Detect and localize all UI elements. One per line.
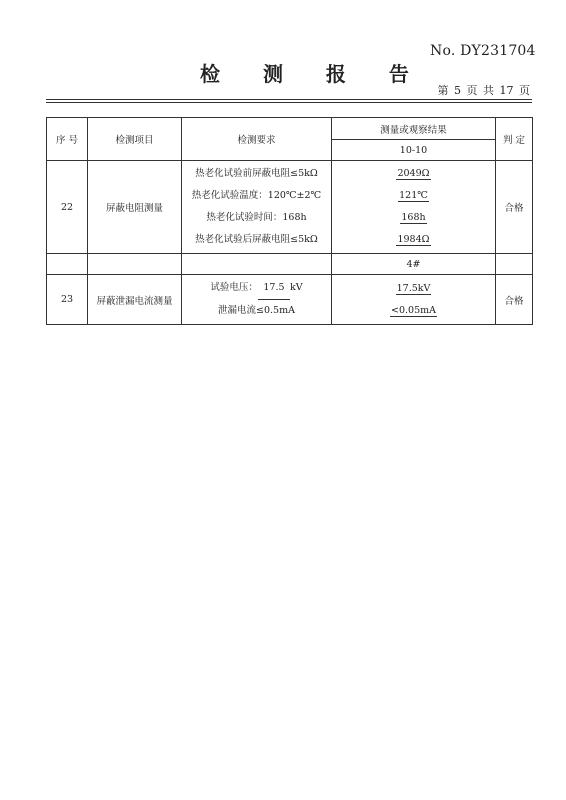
requirement-line: 热老化试验前屏蔽电阻≤5kΩ bbox=[195, 168, 318, 179]
result-value: 168h bbox=[401, 212, 426, 223]
requirement-line: 热老化试验温度：120℃±2℃ bbox=[191, 190, 322, 201]
row-results bbox=[332, 161, 496, 254]
header-seq: 序 号 bbox=[47, 118, 88, 161]
blank-cell bbox=[496, 254, 533, 275]
result-line bbox=[332, 229, 495, 251]
requirement-line: 热老化试验后屏蔽电阻≤5kΩ bbox=[195, 234, 318, 245]
document-title: 检 测 报 告 bbox=[200, 62, 427, 86]
row-item: 屏蔽电阻测量 bbox=[88, 161, 182, 254]
row-item: 屏蔽泄漏电流测量 bbox=[88, 275, 182, 325]
table-row bbox=[47, 275, 533, 325]
test-results-table bbox=[46, 117, 533, 325]
table-row bbox=[47, 161, 533, 254]
sample-id: 10-10 bbox=[332, 140, 496, 161]
page-info: 第 5 页 共 17 页 bbox=[437, 84, 530, 97]
header-judgement: 判 定 bbox=[496, 118, 533, 161]
header-rule-double bbox=[46, 102, 532, 103]
result-value: <0.05mA bbox=[391, 304, 436, 316]
row-requirements bbox=[182, 161, 332, 254]
result-value: 121℃ bbox=[399, 190, 428, 201]
header-result: 测量或观察结果 bbox=[332, 118, 496, 140]
result-line bbox=[332, 207, 495, 229]
requirement-line: 泄漏电流≤0.5mA bbox=[218, 305, 295, 316]
row-seq: 23 bbox=[47, 275, 88, 325]
result-line bbox=[332, 300, 495, 322]
header-requirement: 检测要求 bbox=[182, 118, 332, 161]
blank-cell bbox=[88, 254, 182, 275]
header-rule bbox=[46, 99, 532, 100]
result-line bbox=[332, 163, 495, 185]
row-judgement: 合格 bbox=[496, 275, 533, 325]
result-line bbox=[332, 278, 495, 300]
row-seq: 22 bbox=[47, 161, 88, 254]
row-results bbox=[332, 275, 496, 325]
row-requirements bbox=[182, 275, 332, 325]
header-item: 检测项目 bbox=[88, 118, 182, 161]
blank-cell bbox=[182, 254, 332, 275]
result-line bbox=[332, 185, 495, 207]
voltage-value: 17.5 bbox=[258, 277, 290, 300]
blank-cell bbox=[47, 254, 88, 275]
result-value: 1984Ω bbox=[397, 234, 430, 245]
requirement-line bbox=[182, 277, 331, 300]
sample-id: 4# bbox=[332, 254, 496, 275]
result-value: 2049Ω bbox=[397, 168, 430, 179]
voltage-unit: kV bbox=[289, 282, 303, 293]
row-judgement: 合格 bbox=[496, 161, 533, 254]
report-number: No. DY231704 bbox=[430, 43, 536, 59]
requirement-line: 热老化试验时间：168h bbox=[206, 212, 307, 223]
result-value: 17.5kV bbox=[396, 282, 431, 294]
voltage-label: 试验电压： bbox=[210, 282, 258, 293]
